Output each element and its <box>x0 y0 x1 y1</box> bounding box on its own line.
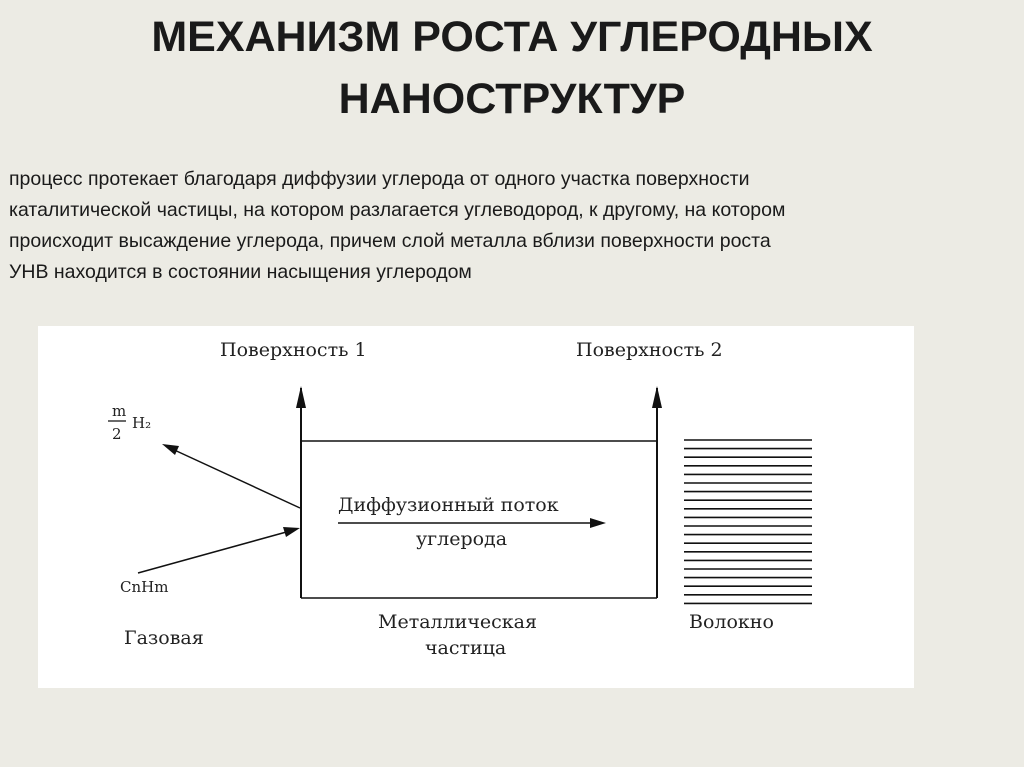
description-line-4: УНВ находится в состоянии насыщения углеродом <box>9 261 472 283</box>
description-text <box>9 164 1009 288</box>
hydrocarbon-formula: CnHm <box>120 578 169 596</box>
title-line-1: МЕХАНИЗМ РОСТА УГЛЕРОДНЫХ <box>151 13 873 61</box>
surface-2-label: Поверхность 2 <box>576 339 723 361</box>
surface-1-label: Поверхность 1 <box>220 339 367 361</box>
particle-label-line-1: Металлическая <box>378 611 537 633</box>
hydrocarbon-input-arrowhead <box>283 527 300 537</box>
surface-2-arrowhead <box>652 386 662 408</box>
description-line-1: процесс протекает благодаря диффузии углерода от одного участка поверхности <box>9 168 750 190</box>
diffusion-label-line-1: Диффузионный поток <box>338 494 559 516</box>
hydrocarbon-input-arrow <box>138 531 290 573</box>
diagram-panel <box>38 326 914 688</box>
fiber-label: Волокно <box>689 611 774 633</box>
h2-fraction-numerator: m <box>112 402 127 420</box>
diffusion-label-line-2: углерода <box>416 528 508 550</box>
slide-title <box>0 6 1024 130</box>
description-line-3: происходит высаждение углерода, причем слой металла вблизи поверхности роста <box>9 230 771 252</box>
hydrogen-release-arrowhead <box>162 444 179 455</box>
description-line-2: каталитической частицы, на котором разлагается углеводород, к другому, на котором <box>9 199 786 221</box>
particle-label-line-2: частица <box>425 637 507 659</box>
surface-1-arrowhead <box>296 386 306 408</box>
hydrogen-release-arrow <box>170 448 300 508</box>
h2-formula: H₂ <box>132 414 152 432</box>
growth-mechanism-diagram <box>38 326 914 688</box>
gas-phase-label: Газовая <box>124 627 204 649</box>
title-line-2: НАНОСТРУКТУР <box>338 75 686 123</box>
fiber-stripes <box>684 440 812 603</box>
diffusion-flow-arrowhead <box>590 518 606 528</box>
h2-fraction-denominator: 2 <box>112 425 122 443</box>
